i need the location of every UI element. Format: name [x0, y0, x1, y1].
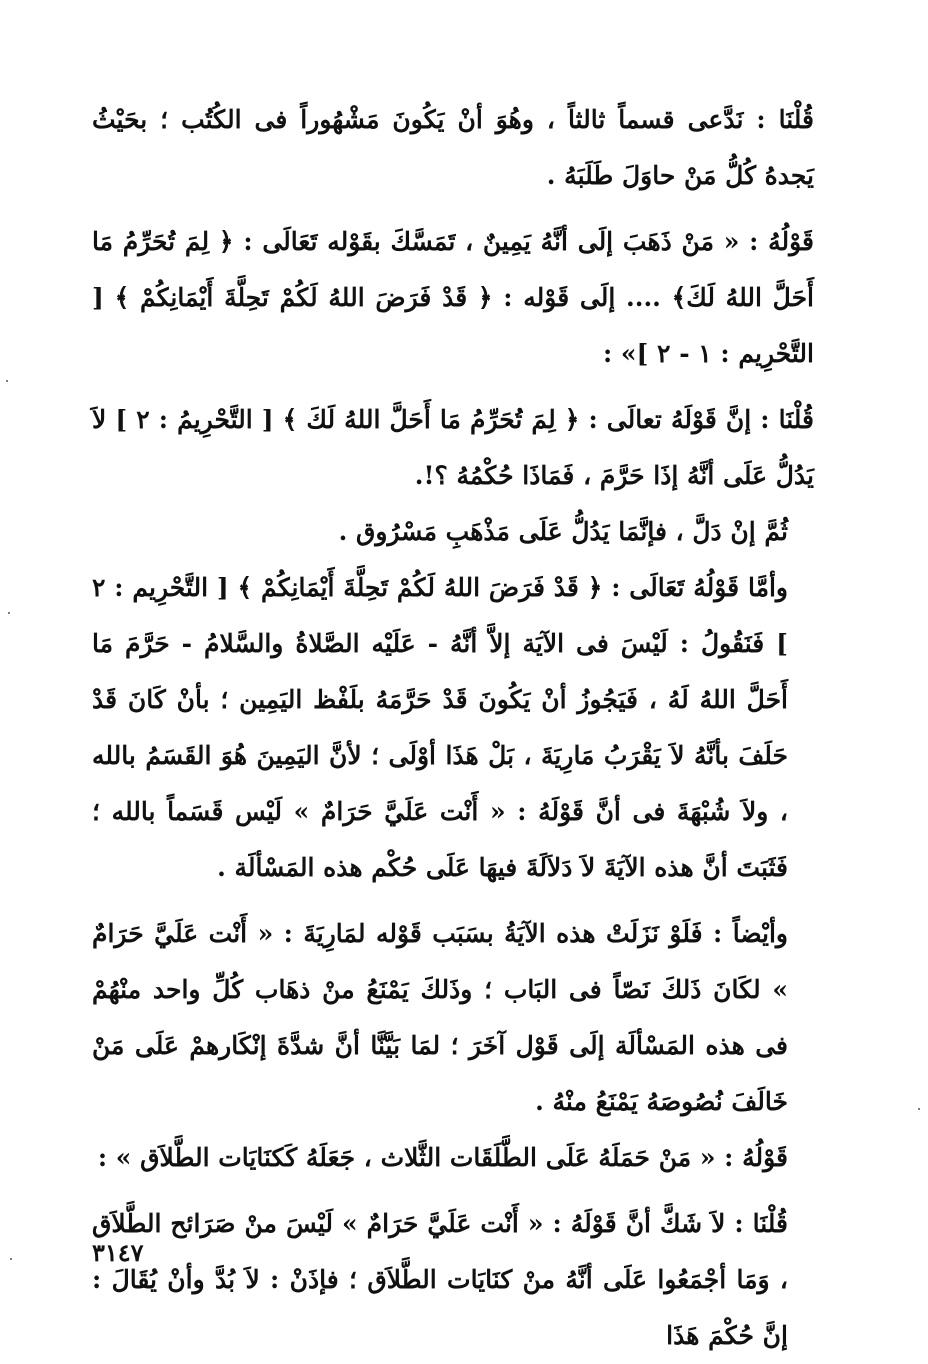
scan-speck	[918, 1108, 920, 1110]
paragraph-second-verse: وأمَّا قَوْلُهُ تَعَالَى : ﴿ قَدْ فَرَضَ اللهُ لَكُمْ تَحِلَّةَ أَيْمَانِكُمْ ﴾ [ التَّحْرِيم : ٢ ] فَنَقُولُ : لَيْسَ فى الآيَة إلاَّ أنَّهُ - عَلَيْه الصَّلاةُ والسَّلامُ - حَرَّمَ مَا أَحَلَّ اللهُ لَهُ ، فَيَجُوزُ أنْ يَكُونَ قَدْ حَرَّمَهُ بلَفْظ اليَمِين ؛ بأنْ كَانَ قَدْ حَلَفَ بأنَّهُ لاَ يَقْرَبُ مَارِيَةَ ، بَلْ هَذَا أوْلَى ؛ لأنَّ اليَمِينَ هُوَ القَسَمُ بالله ، ولاَ شُبْهَةَ فى أنَّ قَوْلَهُ : « أَنْت عَلَيَّ حَرَامٌ » لَيْس قَسَماً بالله ؛ فَثَبَتَ أنَّ هذه الآيَةَ لاَ دَلاَلَةَ فيهَا عَلَى حُكْم هذه المَسْألَة .	[92, 573, 788, 882]
paragraph-answer-third-type: قُلْنَا : نَدَّعى قسماً ثالثاً ، وهُوَ أنْ يَكُونَ مَشْهُوراً فى الكُتُب ؛ بحَيْثُ يَجدهُ كُلُّ مَنْ حاوَلَ طَلَبَهُ .	[92, 105, 814, 190]
page-number: ٣١٤٧	[92, 1238, 144, 1267]
paragraph-three-divorces: قَوْلُهُ : « مَنْ حَمَلَهُ عَلَى الطَّلَقَات الثَّلاث ، جَعَلَهُ كَكنَايَات الطَّلاَق » :	[97, 1143, 788, 1172]
body-text	[92, 92, 814, 1364]
scan-speck	[6, 380, 8, 382]
paragraph-also: وأيْضاً : فَلَوْ نَزَلَتْ هذه الآيَةُ بسَبَب قَوْله لمَارِيَةَ : « أَنْت عَلَيَّ حَرَامٌ » لكَانَ ذَلكَ نَصّاً فى البَاب ؛ وذَلكَ يَمْنَعُ منْ ذهَاب كُلِّ واحد منْهُمْ فى هذه المَسْألَة إلَى قَوْل آخَرَ ؛ لمَا بَيَّنَّا أنَّ شدَّةَ إنْكَارهمْ عَلَى مَنْ خَالَفَ نُصُوصَهُ يَمْنَعُ منْهُ .	[92, 919, 788, 1116]
paragraph-answer-divorce: قُلْنَا : لاَ شَكَّ أنَّ قَوْلَهُ : « أَنْت عَلَيَّ حَرَامٌ » لَيْسَ منْ صَرَائح الطَّلاَق ، وَمَا أجْمَعُوا عَلَى أنَّهُ منْ كنَايَات الطَّلاَق ؛ فإذَنْ : لاَ بُدَّ وأنْ يُقَالَ : إنَّ حُكْمَ هَذَا	[92, 1209, 788, 1350]
paragraph-masruq: ثُمَّ إنْ دَلَّ ، فإنَّمَا يَدُلُّ عَلَى مَذْهَبِ مَسْرُوق .	[338, 517, 788, 546]
paragraph-oath-opinion: قَوْلُهُ : « مَنْ ذَهَبَ إلَى أنَّهُ يَمِينٌ ، تَمَسَّكَ بقَوْله تَعَالَى : ﴿ لِمَ تُحَرِّمُ مَا أَحَلَّ اللهُ لَكَ﴾ .... إلَى قَوْله : ﴿ قَدْ فَرَضَ اللهُ لَكُمْ تَحِلَّةَ أَيْمَانِكُمْ ﴾ [ التَّحْرِيم : ١ - ٢ ]» :	[92, 227, 814, 368]
scan-speck	[8, 612, 10, 614]
paragraph-answer-verse: قُلْنَا : إنَّ قَوْلَهُ تعالَى : ﴿ لِمَ تُحَرِّمُ مَا أَحَلَّ اللهُ لَكَ ﴾ [ التَّحْرِيمُ : ٢ ] لاَ يَدُلُّ عَلَى أنَّهُ إذَا حَرَّمَ ، فَمَاذَا حُكْمُهُ ؟!.	[92, 405, 814, 490]
scan-speck	[10, 1258, 12, 1260]
